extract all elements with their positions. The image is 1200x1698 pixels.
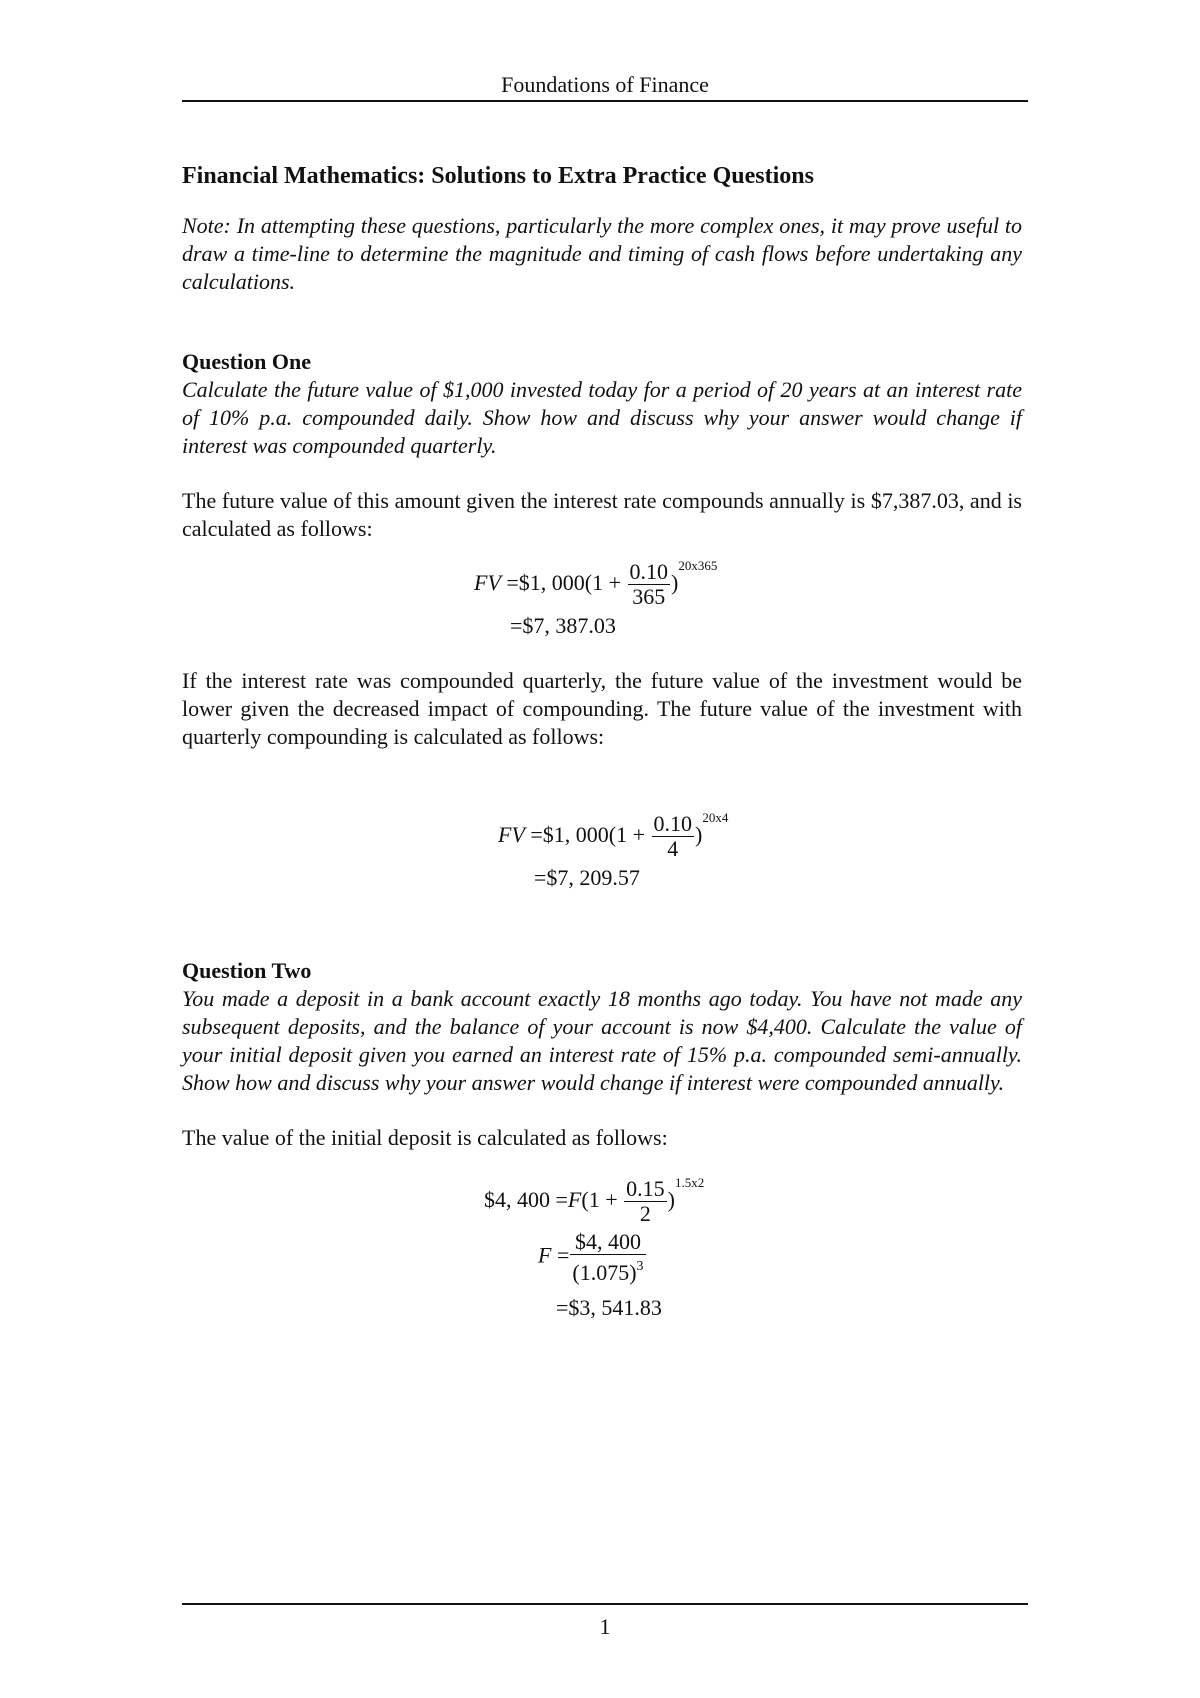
equation-fv-quarterly — [182, 751, 1022, 941]
question-one-heading: Question One — [182, 349, 311, 374]
equation-fraction — [624, 1177, 667, 1226]
question-two-heading: Question Two — [182, 958, 312, 983]
equation-variable: F — [567, 1187, 582, 1212]
equation-prefix: =$1, 000(1 + — [500, 570, 627, 595]
question-one-text: Calculate the future value of $1,000 invested today for a period of 20 years at an interest rate of 10% p.a. compounded daily. Show how and discuss why your answer would change if interest was compounded quarterly. — [182, 377, 1022, 458]
header-rule — [182, 100, 1028, 102]
equation-lhs: F — [538, 1242, 552, 1268]
question-two-answer-intro: The value of the initial deposit is calculated as follows: — [182, 1125, 668, 1150]
question-two-text: You made a deposit in a bank account exactly 18 months ago today. You have not made any subsequent deposits, and the balance of your account is now $4,400. Calculate the value of your initial deposit given you earned an interest rate of 15% p.a. compounded semi-annually. Show how and discuss why your answer would change if interest were compounded annually. — [182, 986, 1022, 1095]
equation-line — [538, 1230, 647, 1285]
equation-suffix: ) — [671, 570, 679, 595]
footer-rule — [182, 1603, 1028, 1605]
equation-lhs: FV — [498, 822, 525, 847]
document-title: Financial Mathematics: Solutions to Extra Practice Questions — [182, 163, 814, 189]
fraction-denominator: 4 — [667, 836, 679, 862]
equation-suffix: ) — [695, 822, 703, 847]
equation-fraction — [652, 812, 695, 861]
equation-lhs: FV — [474, 570, 501, 595]
fraction-denominator: 365 — [632, 584, 666, 610]
fraction-denominator: 2 — [639, 1201, 651, 1227]
page-number: 1 — [599, 1614, 611, 1639]
equation-fraction — [570, 1230, 645, 1285]
equation-exponent: 20x4 — [702, 810, 729, 825]
question-one-answer-intro: The future value of this amount given the interest rate compounds annually is $7,387.03, and is calculated as follows: — [182, 488, 1022, 541]
fraction-denominator — [570, 1255, 645, 1285]
equation-prefix: =$1, 000(1 + — [524, 822, 651, 847]
equation-line — [484, 1170, 704, 1226]
equation-suffix: ) — [667, 1187, 675, 1212]
equation-equals: = — [551, 1242, 570, 1268]
note-paragraph: Note: In attempting these questions, particularly the more complex ones, it may prove useful to draw a time-line to determine the magnitude and timing of cash flows before undertaking any calculations. — [182, 213, 1022, 294]
equation-result: =$7, 209.57 — [534, 865, 640, 890]
equation-result: =$7, 387.03 — [510, 613, 616, 638]
equation-line — [498, 805, 728, 861]
question-one-quarterly-paragraph: If the interest rate was compounded quarterly, the future value of the investment would be lower given the decreased impact of compounding. The future value of the investment with quarterly compounding is calculated as follows: — [182, 668, 1022, 749]
equation-prefix: (1 + — [581, 1187, 624, 1212]
equation-exponent: 20x365 — [678, 558, 718, 573]
fraction-numerator: $4, 400 — [570, 1230, 645, 1255]
document-body — [182, 160, 1022, 1352]
denominator-base: (1.075) — [572, 1260, 637, 1285]
equation-fraction — [628, 560, 671, 609]
running-header: Foundations of Finance — [501, 72, 709, 97]
fraction-numerator: 0.10 — [653, 811, 693, 837]
equation-fv-daily — [182, 543, 1022, 661]
equation-lhs: $4, 400 = — [484, 1187, 568, 1212]
equation-exponent: 1.5x2 — [674, 1175, 705, 1190]
equation-result: =$3, 541.83 — [556, 1295, 662, 1320]
fraction-numerator: 0.10 — [629, 559, 669, 585]
denominator-exponent: 3 — [636, 1259, 644, 1274]
equation-line — [474, 553, 717, 609]
equation-initial-deposit — [182, 1152, 1022, 1352]
fraction-numerator: 0.15 — [626, 1176, 665, 1202]
